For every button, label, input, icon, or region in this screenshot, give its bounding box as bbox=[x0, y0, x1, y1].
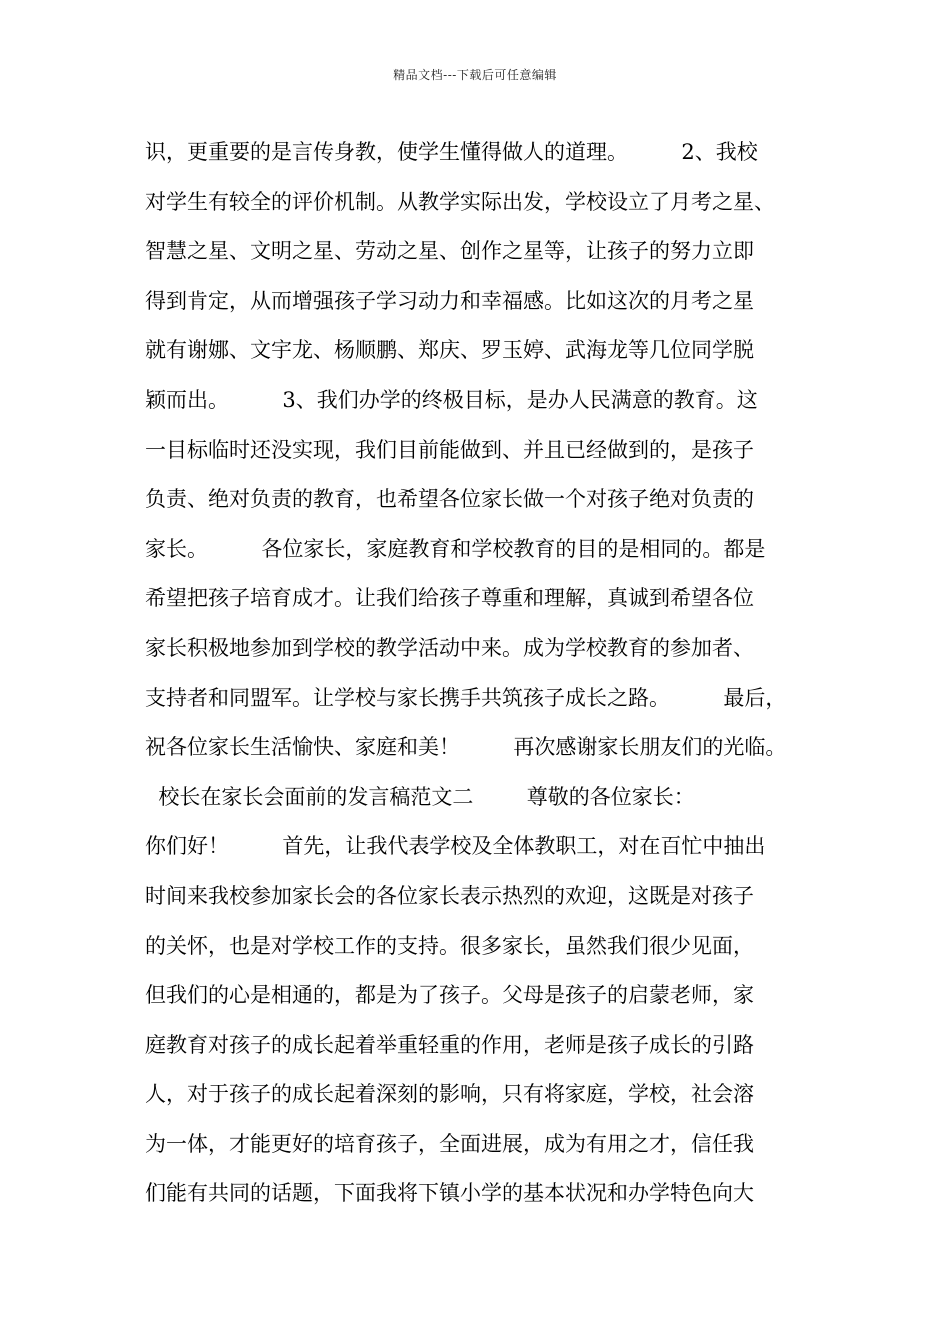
text-line: 智慧之星、文明之星、劳动之星、创作之星等，让孩子的努力立即 bbox=[145, 239, 754, 264]
text-line: 祝各位家长生活愉快、家庭和美！ 再次感谢家长朋友们的光临。 bbox=[145, 735, 787, 760]
page-header: 精品文档---下载后可任意编辑 bbox=[393, 68, 557, 82]
text-line: 就有谢娜、文宇龙、杨顺鹏、郑庆、罗玉婷、武海龙等几位同学脱 bbox=[145, 338, 754, 363]
text-line: 的关怀，也是对学校工作的支持。很多家长，虽然我们很少见面， bbox=[145, 933, 754, 958]
text-line: 时间来我校参加家长会的各位家长表示热烈的欢迎，这既是对孩子 bbox=[145, 883, 754, 908]
document-body bbox=[145, 128, 835, 1219]
text-line: 识，更重要的是言传身教，使学生懂得做人的道理。 2、我校 bbox=[145, 140, 758, 164]
text-line: 希望把孩子培育成才。让我们给孩子尊重和理解，真诚到希望各位 bbox=[145, 586, 754, 611]
text-line: 支持者和同盟军。让学校与家长携手共筑孩子成长之路。 最后， bbox=[145, 685, 787, 710]
text-line: 但我们的心是相通的，都是为了孩子。父母是孩子的启蒙老师，家 bbox=[145, 983, 754, 1008]
text-line: 家长。 各位家长，家庭教育和学校教育的目的是相同的。都是 bbox=[145, 536, 766, 561]
text-line: 家长积极地参加到学校的教学活动中来。成为学校教育的参加者、 bbox=[145, 635, 754, 660]
section-title-line: 校长在家长会面前的发言稿范文二 尊敬的各位家长： bbox=[145, 784, 695, 809]
text-line: 得到肯定，从而增强孩子学习动力和幸福感。比如这次的月考之星 bbox=[145, 288, 754, 313]
text-line: 你们好！ 首先，让我代表学校及全体教职工，对在百忙中抽出 bbox=[145, 834, 766, 859]
text-line: 颖而出。 3、我们办学的终极目标，是办人民满意的教育。这 bbox=[145, 387, 758, 412]
text-line: 人，对于孩子的成长起着深刻的影响，只有将家庭，学校，社会溶 bbox=[145, 1082, 754, 1107]
text-line: 一目标临时还没实现，我们目前能做到、并且已经做到的，是孩子 bbox=[145, 437, 754, 462]
text-line: 负责、绝对负责的教育，也希望各位家长做一个对孩子绝对负责的 bbox=[145, 487, 754, 512]
text-line: 为一体，才能更好的培育孩子，全面进展，成为有用之才，信任我 bbox=[145, 1131, 754, 1156]
text-line: 庭教育对孩子的成长起着举重轻重的作用，老师是孩子成长的引路 bbox=[145, 1032, 754, 1057]
text-line: 对学生有较全的评价机制。从教学实际出发，学校设立了月考之星、 bbox=[145, 189, 775, 214]
text-line: 们能有共同的话题，下面我将下镇小学的基本状况和办学特色向大 bbox=[145, 1181, 754, 1206]
